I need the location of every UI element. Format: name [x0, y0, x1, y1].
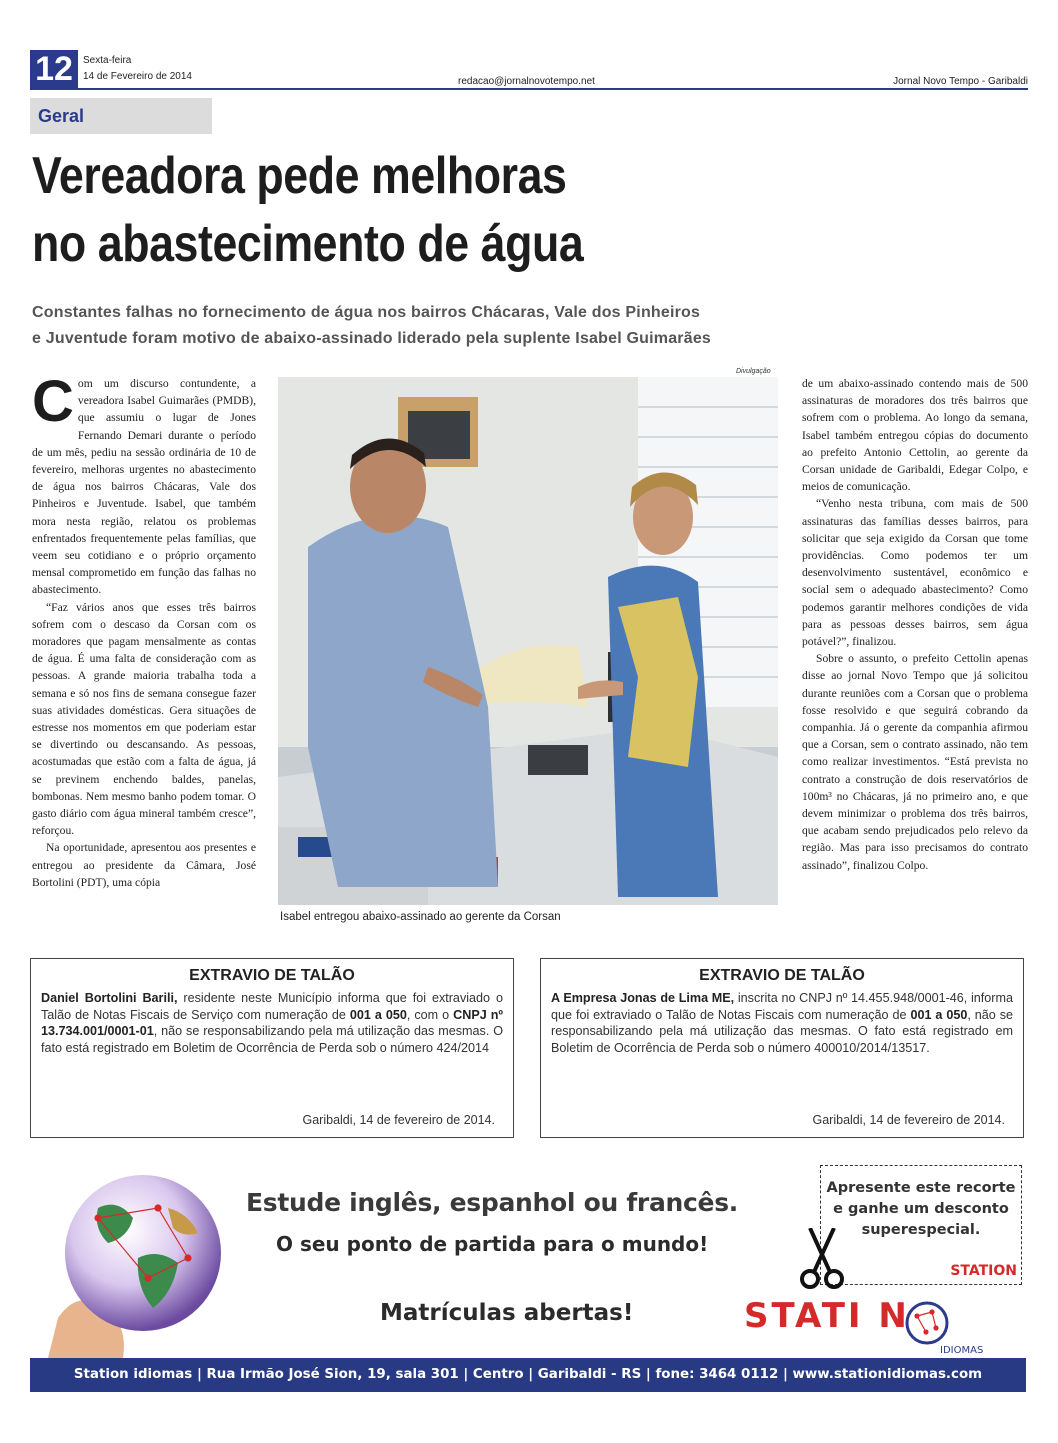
ad-footer-bar: Station idiomas | Rua Irmão José Sion, 19, sala 301 | Centro | Garibaldi - RS | fone: 3464 0112 | www.stationidiomas.com [30, 1358, 1026, 1392]
headline-line-2: no abastecimento de água [32, 215, 584, 273]
notice-name: Daniel Bortolini Barili, [41, 991, 178, 1005]
article-column-left [32, 375, 256, 935]
notice-box-right [540, 958, 1024, 1138]
notice-body [41, 990, 503, 1056]
headline-line-1: Vereadora pede melhoras [32, 147, 567, 205]
notice-text: , não se responsabilizando pela má utilização das mesmas. O fato está registrado em Boletim de Ocorrência de Perda sob o número 400010/2014/13517. [551, 1007, 1014, 1055]
coupon-line: Apresente este recorte [826, 1180, 1016, 1196]
notice-range: 001 a 050 [910, 1007, 968, 1022]
ad-enrollment: Matrículas abertas! [380, 1300, 634, 1326]
coupon-brand: STATION [950, 1263, 1017, 1279]
notice-date: Garibaldi, 14 de fevereiro de 2014. [302, 1113, 495, 1127]
coupon-line: e ganhe um desconto [833, 1201, 1009, 1217]
headline [32, 142, 806, 278]
notice-text: inscrita no CNPJ nº 14.455.948/0001-46, informa que foi extraviado o Talão de Notas Fiscais com numeração de [551, 991, 1013, 1022]
notice-range: 001 a 050 [349, 1007, 407, 1022]
ad-headline: Estude inglês, espanhol ou francês. [246, 1188, 738, 1217]
article-photo [278, 377, 778, 905]
notice-text: residente neste Município informa que foi extraviado o Talão de Notas Fiscais de Serviço com numeração de [41, 991, 504, 1022]
logo-globe-icon [902, 1298, 952, 1348]
header-rule [30, 88, 1028, 90]
subheadline-line-1: Constantes falhas no fornecimento de água nos bairros Chácaras, Vale dos Pinheiros [32, 304, 701, 321]
subheadline [32, 300, 932, 352]
notice-name: A Empresa Jonas de Lima ME, [551, 991, 735, 1005]
header-email: redacao@jornalnovotempo.net [458, 76, 595, 87]
coupon-line: superespecial. [861, 1222, 981, 1238]
article-paragraph: “Faz vários anos que esses três bairros sofrem com o descaso da Corsan com os moradores que pagam mensalmente as contas de água. É uma falta de consideração com as pessoas. A grande maioria trabalha toda a semana e só nos fins de semana consegue fazer suas atividades domésticas. Gera situações de estresse nos momentos em que poderiam estar se divertindo ou descansando. As pessoas, acostumadas que estão com a falta de água, já se previnem enchendo baldes, panelas, bombonas. Nem mesmo banho podem tomar. O gasto diário com água mineral também cresce”, reforçou. [32, 600, 256, 838]
coupon-box [820, 1165, 1022, 1285]
article-paragraph: “Venho nesta tribuna, com mais de 500 assinaturas das famílias desses bairros, para solicitar que seja exigido da Corsan que tome providências. Como podemos ter um desenvolvimento sustentável, econômico e social sem o adequado abastecimento? Como podemos garantir melhores condições de vida para as pessoas desses bairros, sem água potável?”, finalizou. [802, 497, 1028, 649]
notice-body [551, 990, 1013, 1056]
station-logo-subtitle: IDIOMAS [940, 1345, 984, 1356]
scissors-icon [796, 1228, 848, 1290]
header-date: 14 de Fevereiro de 2014 [83, 71, 192, 82]
article-paragraph-text: om um discurso contundente, a vereadora Isabel Guimarães (PMDB), que assumiu o lugar de Jones Fernando Demari durante o período de um mês, pediu na sessão ordinária de 10 de fevereiro, melhoras urgentes no abastecimento de água nos bairros Chácaras, Vale dos Pinheiros e Juventude. Isabel, que também mora nesta região, relatou os problemas enfrentados frequentemente pelas famílias, que veem seu cotidiano e o próprio orçamento mensal comprometido em função das falhas no abastecimento. [32, 377, 256, 597]
article-column-right [802, 375, 1028, 935]
article-paragraph: Sobre o assunto, o prefeito Cettolin apenas disse ao jornal Novo Tempo que já solicitou durante reuniões com a Corsan que o problema fosse resolvido e que seguirá cobrando da companhia. Já o gerente da companhia afirmou que a Corsan, sem o contrato assinado, não tem como realizar investimentos. “Está prevista no contrato a construção de dois reservatórios de 100m³ no Chácaras, já no primeiro ano, e que devem minimizar o problema dos três bairros, que acabam sendo prejudicados pelo relevo da região. Mas para isso precisamos do contrato assinado”, finalizou Colpo. [802, 652, 1028, 872]
notice-text: , com o [406, 1007, 454, 1022]
station-logo: STATI N [744, 1296, 910, 1336]
notice-cnpj: CNPJ nº 13.734.001/0001-01 [41, 1007, 503, 1038]
article-paragraph: Na oportunidade, apresentou aos presentes e entregou ao presidente da Câmara, José Bortolini (PDT), uma cópia [32, 841, 256, 889]
article-paragraph: de um abaixo-assinado contendo mais de 500 assinaturas de moradores dos três bairros que sofrem com o problema. Ao longo da semana, Isabel também entregou cópias do documento ao prefeito Antonio Cettolin, ao gerente da Corsan unidade de Garibaldi, Edegar Colpo, e meios de comunicação. [802, 377, 1028, 494]
notice-title: EXTRAVIO DE TALÃO [189, 967, 355, 984]
ad-tagline: O seu ponto de partida para o mundo! [276, 1232, 709, 1256]
header-weekday: Sexta-feira [83, 55, 132, 66]
article-paragraph [32, 375, 256, 599]
notice-title: EXTRAVIO DE TALÃO [699, 967, 865, 984]
section-tag: Geral [30, 98, 212, 134]
notice-box-left [30, 958, 514, 1138]
subheadline-line-2: e Juventude foram motivo de abaixo-assinado liderado pela suplente Isabel Guimarães [32, 330, 712, 347]
page-number: 12 [30, 50, 78, 88]
notice-text: , não se responsabilizando pela má utilização das mesmas. O fato está registrado em Boletim de Ocorrência de Perda sob o número 424/2014 [41, 1024, 503, 1055]
notice-date: Garibaldi, 14 de fevereiro de 2014. [812, 1113, 1005, 1127]
header-paper-name: Jornal Novo Tempo - Garibaldi [893, 76, 1028, 87]
photo-illustration [278, 377, 778, 905]
dropcap: C [32, 375, 74, 434]
photo-credit: Divulgação [736, 368, 771, 375]
globe-icon [38, 1168, 228, 1358]
photo-caption: Isabel entregou abaixo-assinado ao gerente da Corsan [280, 911, 561, 923]
